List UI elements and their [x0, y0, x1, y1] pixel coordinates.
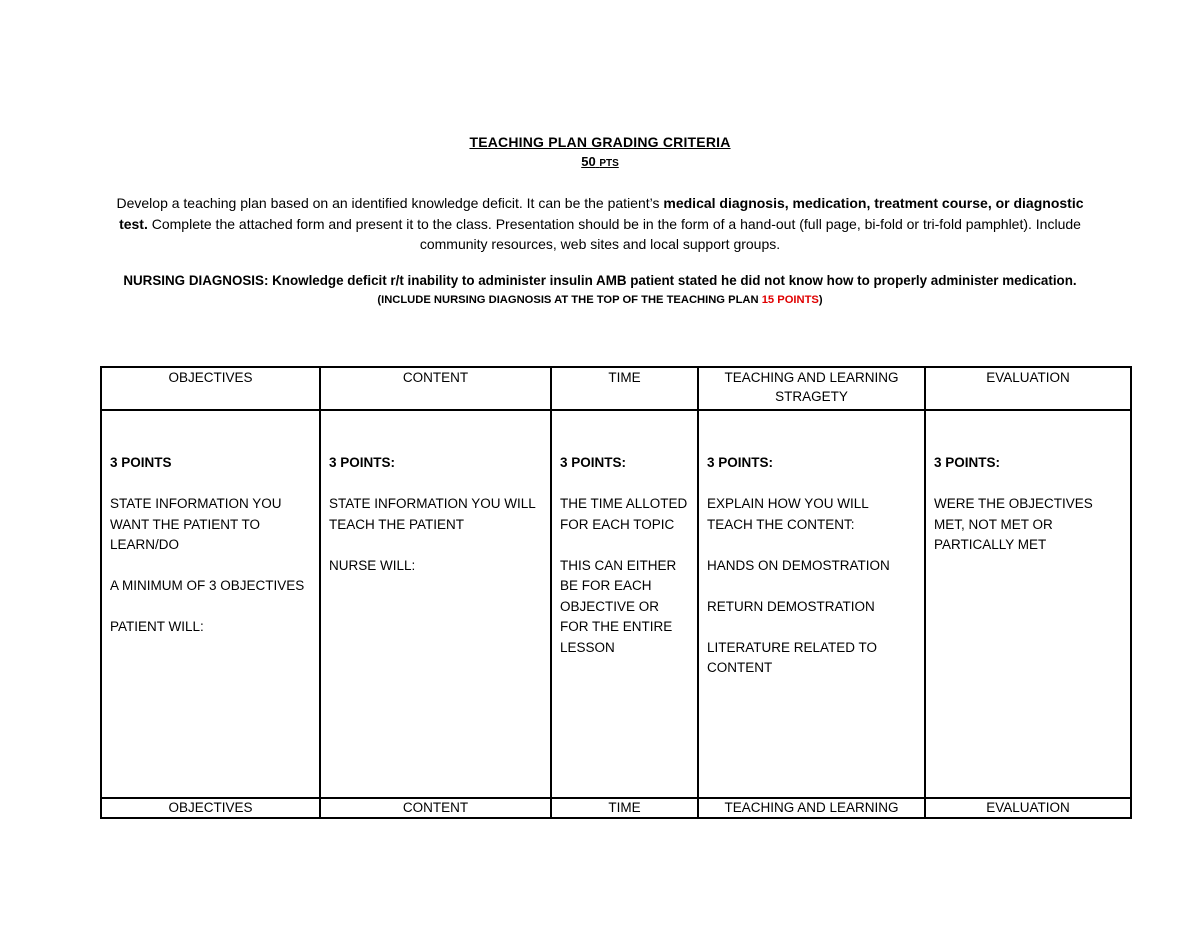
footer-content: CONTENT — [320, 798, 551, 818]
teaching-plan-table — [100, 366, 1132, 819]
header-evaluation: EVALUATION — [925, 367, 1131, 410]
page-title: TEACHING PLAN GRADING CRITERIA — [469, 134, 731, 150]
table-footer-row — [101, 798, 1131, 818]
objectives-text: A MINIMUM OF 3 OBJECTIVES — [110, 578, 305, 593]
instructions-bold: medical diagnosis, medication, treatment course, or diagnostic test. — [119, 195, 1084, 232]
time-text: THIS CAN EITHER BE FOR EACH OBJECTIVE OR FOR THE ENTIRE LESSON — [560, 557, 677, 655]
points-unit: PTS — [599, 158, 619, 169]
table-header-row — [101, 367, 1131, 410]
strategy-text: HANDS ON DEMOSTRATION — [707, 557, 890, 573]
include-note-prefix: (INCLUDE NURSING DIAGNOSIS AT THE TOP OF THE TEACHING PLAN — [377, 294, 762, 306]
footer-objectives: OBJECTIVES — [101, 798, 320, 818]
strategy-text: LITERATURE RELATED TO CONTENT — [707, 639, 878, 675]
header-strategy: TEACHING AND LEARNING STRAGETY — [698, 367, 925, 410]
include-note-points: 15 POINTS — [761, 294, 819, 306]
time-text: THE TIME ALLOTED FOR EACH TOPIC — [560, 496, 688, 532]
table-body-row — [101, 410, 1131, 798]
strategy-text: RETURN DEMOSTRATION — [707, 598, 875, 614]
header-objectives: OBJECTIVES — [101, 367, 320, 410]
time-points: 3 POINTS: — [560, 455, 627, 470]
objectives-text: STATE INFORMATION YOU WANT THE PATIENT TO LEARN/DO — [110, 496, 282, 552]
instructions-part-1: Develop a teaching plan based on an identified knowledge deficit. It can be the patient’s — [116, 195, 664, 211]
content-text: NURSE WILL: — [329, 557, 416, 573]
instructions-part-2: Complete the attached form and present it to the class. Presentation should be in the form of a hand-out (full page, bi-fold or tri-fold pamphlet). Include community resources, web sites and local support groups. — [147, 215, 1081, 252]
strategy-points: 3 POINTS: — [707, 455, 774, 470]
footer-strategy: TEACHING AND LEARNING — [698, 798, 925, 818]
points-number: 50 — [581, 154, 596, 169]
instructions-paragraph — [108, 193, 1092, 255]
objectives-text: PATIENT WILL: — [110, 619, 204, 634]
total-points — [0, 154, 1200, 169]
header-content: CONTENT — [320, 367, 551, 410]
include-note — [0, 294, 1200, 306]
evaluation-cell — [925, 410, 1131, 798]
content-cell — [320, 410, 551, 798]
content-points: 3 POINTS: — [329, 455, 396, 470]
footer-time: TIME — [551, 798, 698, 818]
evaluation-points: 3 POINTS: — [934, 455, 1001, 470]
strategy-cell — [698, 410, 925, 798]
time-cell — [551, 410, 698, 798]
evaluation-text: WERE THE OBJECTIVES MET, NOT MET OR PARTICALLY MET — [934, 496, 1093, 552]
objectives-cell — [101, 410, 320, 798]
footer-evaluation: EVALUATION — [925, 798, 1131, 818]
include-note-suffix: ) — [818, 294, 823, 306]
nursing-diagnosis: NURSING DIAGNOSIS: Knowledge deficit r/t inability to administer insulin AMB patient stated he did not know how to properly administer medication. — [123, 273, 1077, 288]
content-text: STATE INFORMATION YOU WILL TEACH THE PATIENT — [329, 496, 536, 532]
header-time: TIME — [551, 367, 698, 410]
strategy-text: EXPLAIN HOW YOU WILL TEACH THE CONTENT: — [707, 496, 869, 532]
objectives-points: 3 POINTS — [110, 455, 172, 470]
